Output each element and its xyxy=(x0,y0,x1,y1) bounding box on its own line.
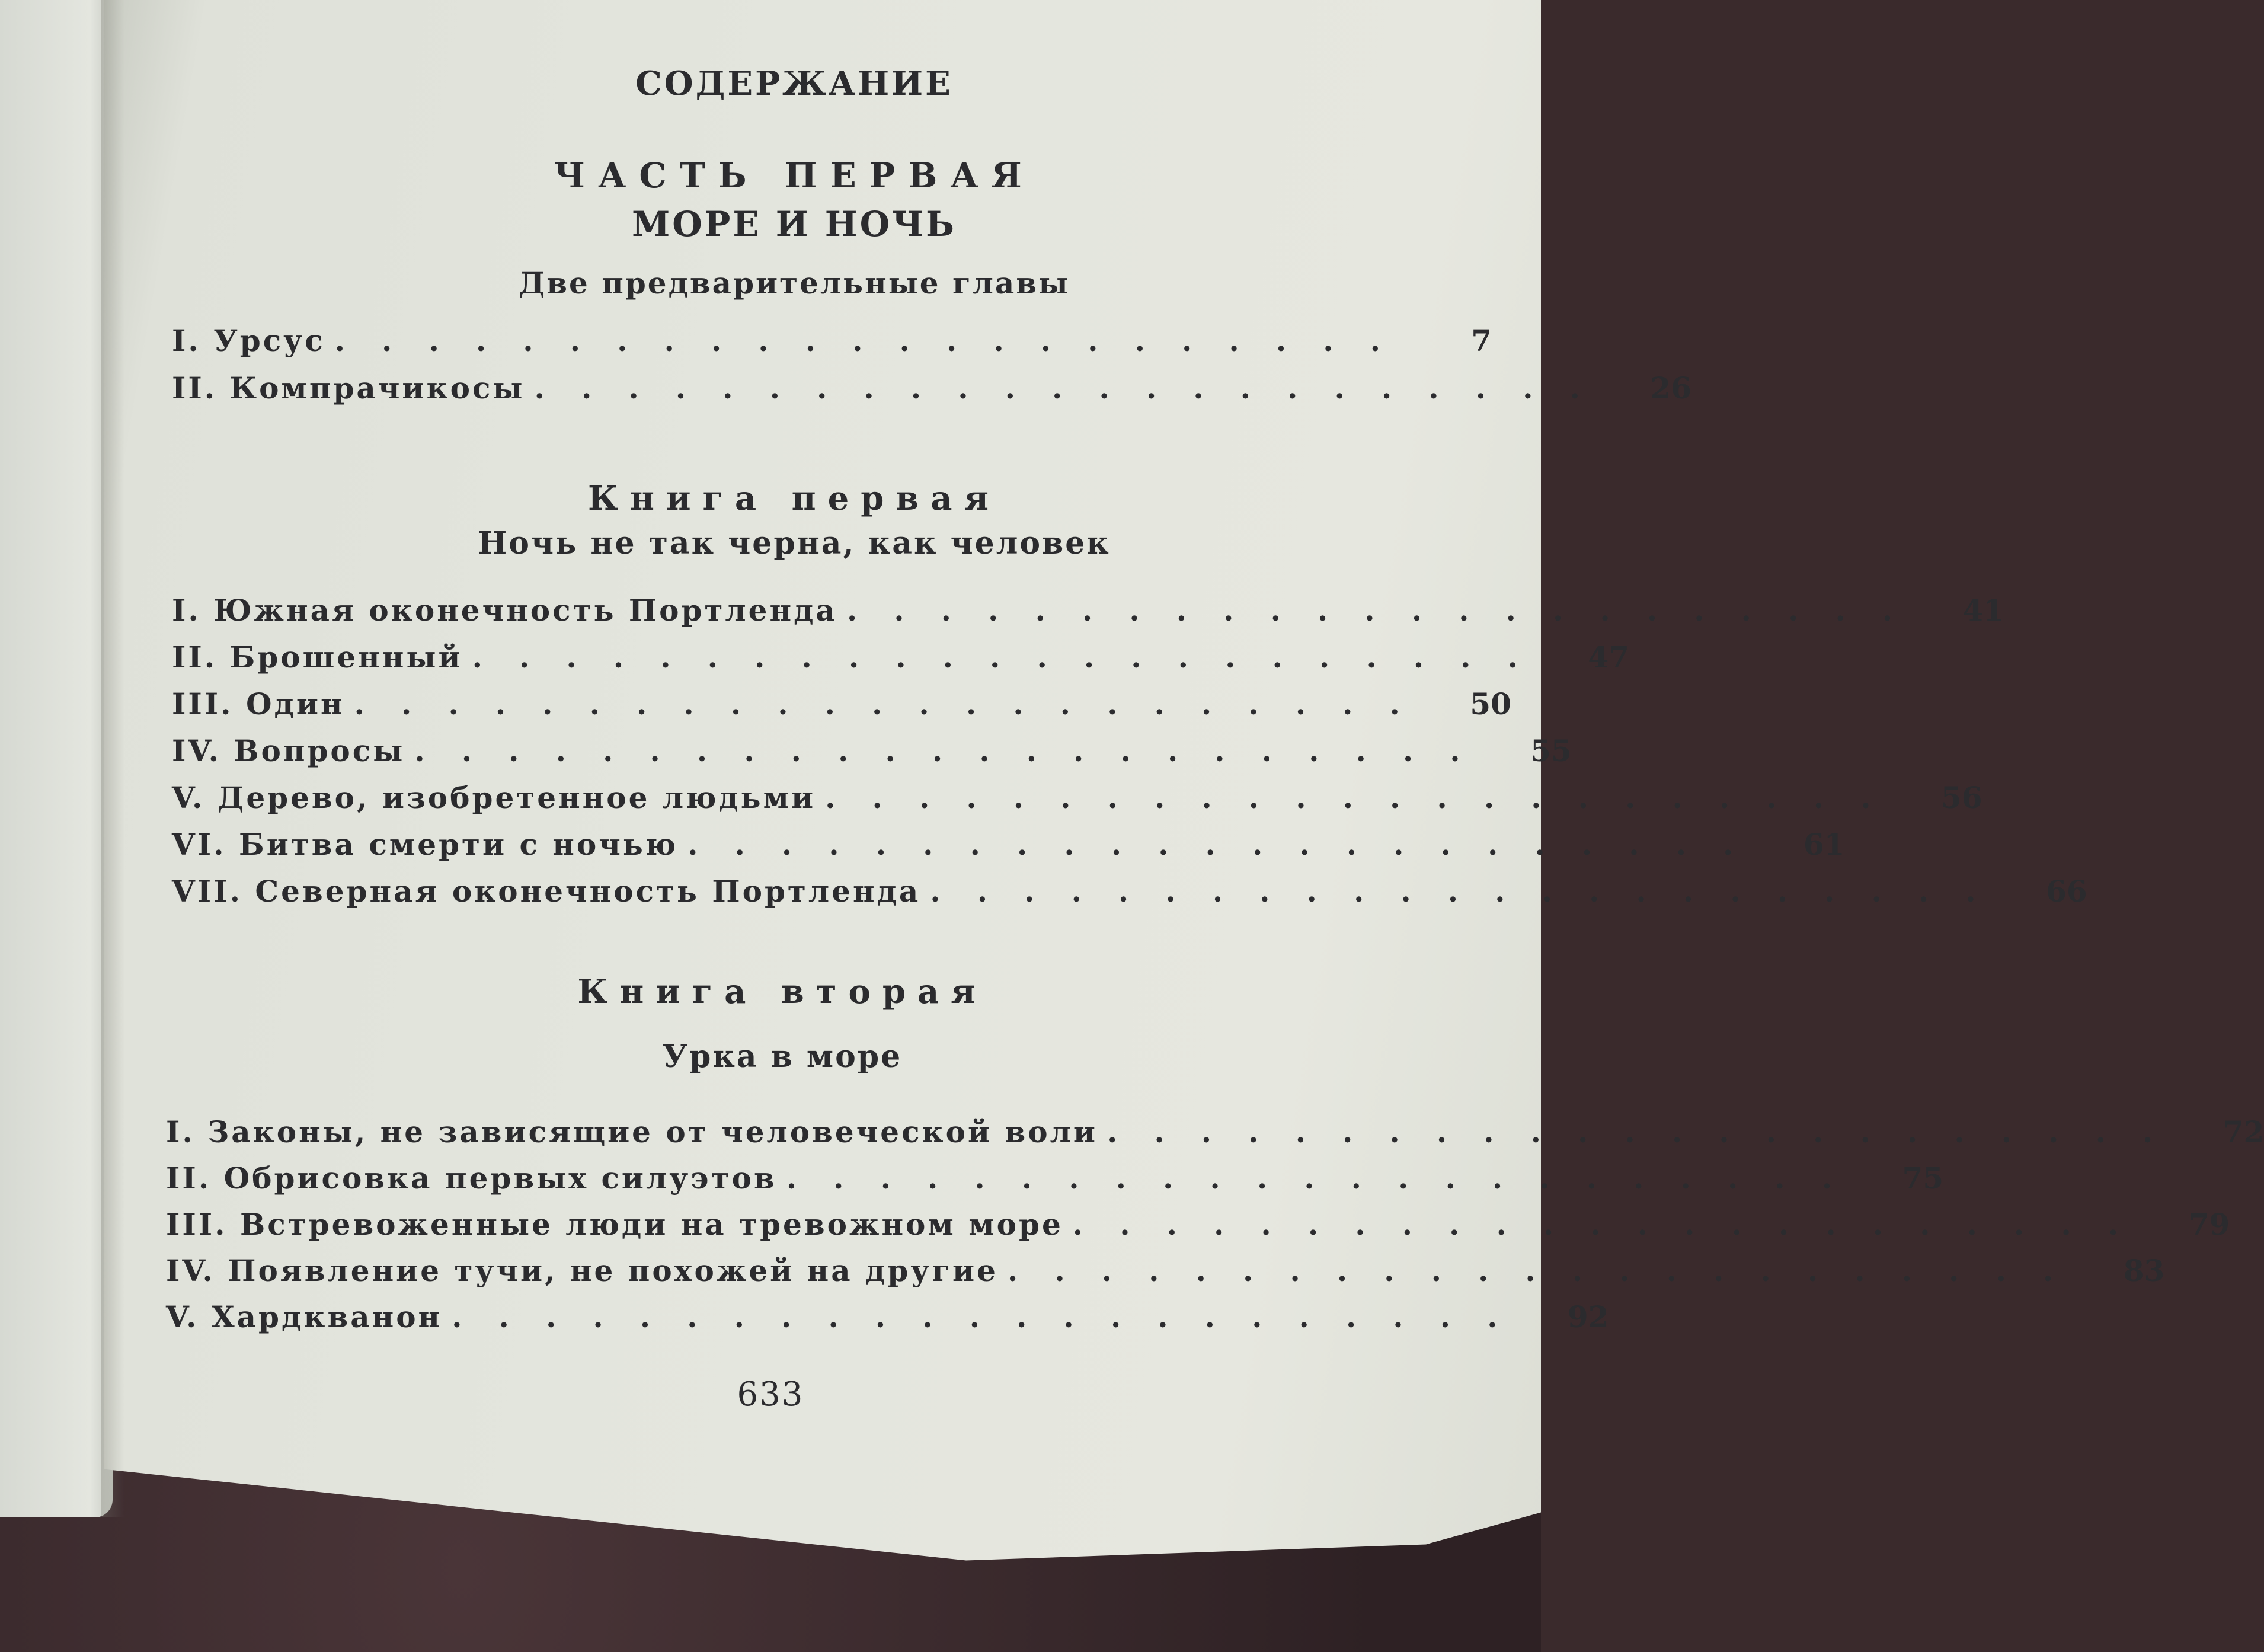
dot-leader: ....................... xyxy=(825,780,1908,815)
toc-entry[interactable] xyxy=(172,827,1845,868)
toc-entry-title: I. Урсус xyxy=(172,323,325,358)
toc-entry[interactable] xyxy=(166,1207,2230,1248)
dot-leader: ....................... xyxy=(472,640,1555,675)
toc-entry-title: I. Южная оконечность Портленда xyxy=(172,593,837,628)
part-label: ЧАСТЬ ПЕРВАЯ xyxy=(554,155,1035,196)
toc-entry-title: V. Дерево, изобретенное людьми xyxy=(172,780,816,815)
dot-leader: ....................... xyxy=(334,323,1418,358)
toc-entry[interactable] xyxy=(166,1299,1609,1341)
toc-entry-title: V. Хардкванон xyxy=(166,1299,443,1334)
dot-leader: ....................... xyxy=(930,874,2013,909)
book1-label: Книга первая xyxy=(588,479,1000,518)
toc-entry-title: II. Брошенный xyxy=(172,640,463,675)
toc-entry-page: 50 xyxy=(1470,686,1511,721)
toc-entry-page: 7 xyxy=(1471,323,1492,358)
toc-entry-title: VII. Северная оконечность Портленда xyxy=(172,874,921,909)
dot-leader: ....................... xyxy=(452,1299,1534,1334)
toc-entry-title: I. Законы, не зависящие от человеческой воли xyxy=(166,1114,1098,1149)
toc-entry[interactable] xyxy=(172,323,1492,365)
toc-entry-title: IV. Появление тучи, не похожей на другие xyxy=(166,1253,998,1288)
toc-entry-page: 75 xyxy=(1902,1161,1944,1196)
toc-entry[interactable] xyxy=(166,1161,1944,1202)
dot-leader: ....................... xyxy=(1107,1114,2190,1149)
toc-entry[interactable] xyxy=(172,733,1572,775)
toc-entry-page: 92 xyxy=(1567,1299,1609,1334)
dot-leader: ....................... xyxy=(414,733,1497,768)
toc-entry-page: 26 xyxy=(1650,370,1691,405)
toc-entry[interactable] xyxy=(172,593,2004,634)
book2-title: Урка в море xyxy=(662,1039,903,1075)
book1-title: Ночь не так черна, как человек xyxy=(478,525,1111,561)
toc-entry-title: II. Компрачикосы xyxy=(172,370,525,405)
toc-entry-page: 61 xyxy=(1803,827,1845,862)
dot-leader: ....................... xyxy=(354,686,1437,721)
dot-leader: ....................... xyxy=(1007,1253,2090,1288)
toc-entry[interactable] xyxy=(172,686,1511,728)
toc-entry-page: 41 xyxy=(1962,593,2004,628)
contents-heading: СОДЕРЖАНИЕ xyxy=(635,64,953,103)
dot-leader: ....................... xyxy=(534,370,1617,405)
dot-leader: ....................... xyxy=(786,1161,1869,1196)
toc-entry-title: IV. Вопросы xyxy=(172,733,405,768)
page-number: 633 xyxy=(737,1375,804,1414)
book2-label: Книга вторая xyxy=(577,972,987,1011)
dot-leader: ....................... xyxy=(687,827,1770,862)
toc-entry[interactable] xyxy=(172,874,2087,915)
toc-entry[interactable] xyxy=(166,1253,2165,1295)
toc-entry[interactable] xyxy=(166,1114,2264,1156)
toc-entry-title: VI. Битва смерти с ночью xyxy=(172,827,679,862)
toc-entry-page: 72 xyxy=(2223,1114,2264,1149)
toc-entry-title: III. Встревоженные люди на тревожном море xyxy=(166,1207,1063,1242)
toc-entry-page: 55 xyxy=(1530,733,1572,768)
toc-entry[interactable] xyxy=(172,640,1629,681)
toc-entry-page: 56 xyxy=(1940,780,1982,815)
toc-entry-page: 66 xyxy=(2046,874,2087,909)
toc-entry[interactable] xyxy=(172,780,1982,822)
toc-entry-page: 79 xyxy=(2188,1207,2230,1242)
toc-entry-title: II. Обрисовка первых силуэтов xyxy=(166,1161,777,1196)
dot-leader: ....................... xyxy=(1072,1207,2156,1242)
toc-entry[interactable] xyxy=(172,370,1691,412)
toc-entry-page: 47 xyxy=(1588,640,1629,675)
intro-section-title: Две предварительные главы xyxy=(518,266,1070,301)
dot-leader: ....................... xyxy=(846,593,1930,628)
toc-entry-page: 83 xyxy=(2123,1253,2165,1288)
toc-entry-title: III. Один xyxy=(172,686,345,721)
part-title: МОРЕ И НОЧЬ xyxy=(632,204,957,244)
